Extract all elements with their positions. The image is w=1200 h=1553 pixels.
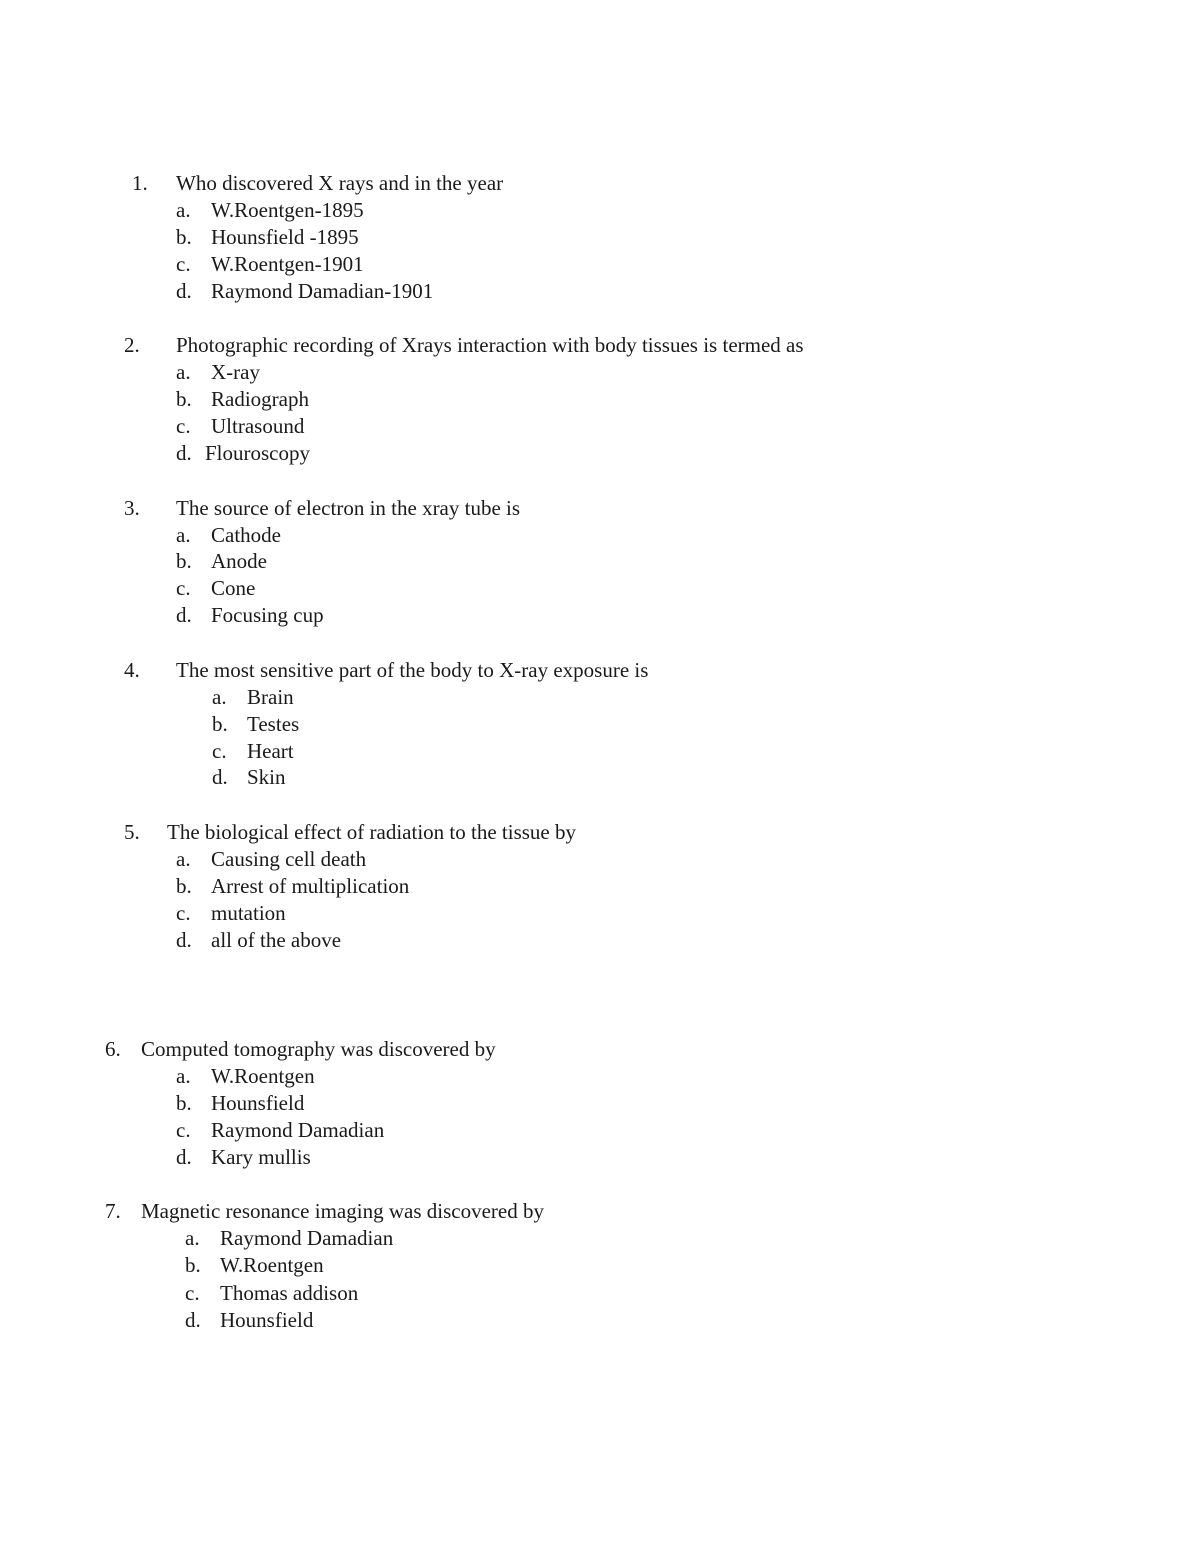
- option-text: Causing cell death: [211, 847, 367, 871]
- option-text: Cathode: [211, 523, 281, 547]
- option-letter: b.: [176, 225, 192, 249]
- option-text: Arrest of multiplication: [211, 874, 410, 898]
- question-number: 5.: [124, 820, 140, 844]
- option-text: Brain: [247, 685, 294, 709]
- option-letter: c.: [176, 576, 191, 600]
- question-text: The biological effect of radiation to the tissue by: [167, 820, 576, 844]
- question-text: Photographic recording of Xrays interaction with body tissues is termed as: [176, 333, 804, 357]
- option-text: all of the above: [211, 928, 342, 952]
- option-letter: b.: [185, 1253, 201, 1277]
- question-number: 7.: [105, 1199, 121, 1223]
- option-letter: b.: [176, 549, 192, 573]
- option-text: W.Roentgen: [220, 1253, 324, 1277]
- option-letter: c.: [176, 1118, 191, 1142]
- option-text: Skin: [247, 765, 286, 789]
- option-text: Raymond Damadian-1901: [211, 279, 434, 303]
- option-letter: a.: [176, 1064, 191, 1088]
- option-text: W.Roentgen-1895: [211, 198, 364, 222]
- option-letter: a.: [212, 685, 227, 709]
- question-text: Magnetic resonance imaging was discovered by: [141, 1199, 544, 1223]
- option-letter: a.: [176, 360, 191, 384]
- option-letter: c.: [176, 252, 191, 276]
- option-letter: b.: [176, 1091, 192, 1115]
- option-text: Raymond Damadian: [211, 1118, 385, 1142]
- option-text: W.Roentgen: [211, 1064, 315, 1088]
- option-text: Hounsfield -1895: [211, 225, 359, 249]
- question-number: 3.: [124, 496, 140, 520]
- question-text: Computed tomography was discovered by: [141, 1037, 496, 1061]
- question-number: 6.: [105, 1037, 121, 1061]
- option-letter: d.: [176, 1145, 192, 1169]
- option-text: Kary mullis: [211, 1145, 311, 1169]
- option-text: X-ray: [211, 360, 260, 384]
- option-text: Hounsfield: [220, 1308, 314, 1332]
- option-text: Thomas addison: [220, 1281, 359, 1305]
- question-text: The most sensitive part of the body to X-ray exposure is: [176, 658, 649, 682]
- option-letter: d.: [176, 928, 192, 952]
- question-text: Who discovered X rays and in the year: [176, 171, 504, 195]
- option-text: Heart: [247, 739, 294, 763]
- option-text: Focusing cup: [211, 603, 324, 627]
- option-text: Ultrasound: [211, 414, 305, 438]
- option-text: Raymond Damadian: [220, 1226, 394, 1250]
- option-letter: a.: [185, 1226, 200, 1250]
- option-letter: d.: [176, 441, 192, 465]
- option-text: Cone: [211, 576, 256, 600]
- option-text: Anode: [211, 549, 267, 573]
- option-letter: a.: [176, 847, 191, 871]
- option-letter: b.: [176, 874, 192, 898]
- question-number: 4.: [124, 658, 140, 682]
- option-letter: b.: [212, 712, 228, 736]
- option-letter: c.: [176, 414, 191, 438]
- option-text: Testes: [247, 712, 300, 736]
- option-text: W.Roentgen-1901: [211, 252, 364, 276]
- option-text: Radiograph: [211, 387, 309, 411]
- option-letter: d.: [185, 1308, 201, 1332]
- option-text: Flouroscopy: [205, 441, 310, 465]
- option-letter: d.: [212, 765, 228, 789]
- option-letter: b.: [176, 387, 192, 411]
- option-letter: d.: [176, 279, 192, 303]
- option-letter: c.: [212, 739, 227, 763]
- option-text: mutation: [211, 901, 286, 925]
- option-letter: a.: [176, 198, 191, 222]
- option-letter: c.: [185, 1281, 200, 1305]
- question-number: 2.: [124, 333, 140, 357]
- option-letter: d.: [176, 603, 192, 627]
- option-text: Hounsfield: [211, 1091, 305, 1115]
- option-letter: c.: [176, 901, 191, 925]
- question-number: 1.: [132, 171, 148, 195]
- question-text: The source of electron in the xray tube is: [176, 496, 521, 520]
- option-letter: a.: [176, 523, 191, 547]
